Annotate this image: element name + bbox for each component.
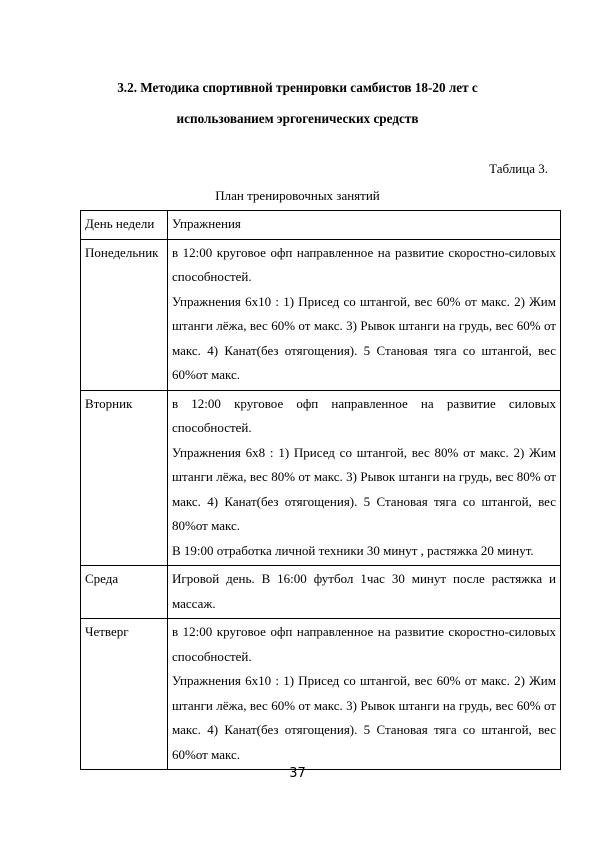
exercise-paragraph: в 12:00 круговое офп направленное на развитие силовых способностей. [172, 395, 556, 435]
row-day: Понедельник [81, 239, 168, 390]
table-row [81, 390, 561, 566]
exercise-paragraph: В 19:00 отработка личной техники 30 минут , растяжка 20 минут. [172, 542, 534, 558]
table-title: План тренировочных занятий [215, 188, 380, 203]
table-row [81, 566, 561, 619]
row-exercises [168, 390, 561, 566]
exercise-paragraph: Упражнения 6х10 : 1) Присед со штангой, вес 60% от макс. 2) Жим штанги лёжа, вес 60% от макс. 3) Рывок штанги на грудь, вес 60% от макс. 4) Канат(без отягощения). 5 Становая тяга со штангой, вес 60%от макс. [172, 293, 556, 382]
exercise-paragraph: в 12:00 круговое офп направленное на развитие скоростно-силовых способностей. [172, 624, 556, 664]
training-plan-table [80, 210, 561, 770]
exercise-paragraph: Упражнения 6х10 : 1) Присед со штангой, вес 60% от макс. 2) Жим штанги лёжа, вес 60% от макс. 3) Рывок штанги на грудь, вес 60% от макс. 4) Канат(без отягощения). 5 Становая тяга со штангой, вес 60%от макс. [172, 673, 556, 762]
exercise-paragraph: Упражнения 6х8 : 1) Присед со штангой, вес 80% от макс. 2) Жим штанги лёжа, вес 80% от макс. 3) Рывок штанги на грудь, вес 80% от макс. 4) Канат(без отягощения). 5 Становая тяга со штангой, вес 80%от макс. [172, 444, 556, 533]
table-header-row [81, 211, 561, 240]
row-day: Среда [81, 566, 168, 619]
table-caption: Таблица 3. [489, 161, 548, 176]
row-exercises [168, 566, 561, 619]
header-exercises: Упражнения [168, 211, 561, 240]
row-exercises [168, 619, 561, 770]
row-day: Вторник [81, 390, 168, 566]
page-number: 37 [289, 766, 306, 781]
row-exercises [168, 239, 561, 390]
exercise-paragraph: Игровой день. В 16:00 футбол 1час 30 минут после растяжка и массаж. [172, 571, 556, 611]
section-title-continued: использованием эргогенических средств [176, 111, 419, 126]
row-day: Четверг [81, 619, 168, 770]
section-title: 3.2. Методика спортивной тренировки самбистов 18-20 лет с [117, 80, 478, 95]
table-row [81, 619, 561, 770]
table-row [81, 239, 561, 390]
header-day: День недели [81, 211, 168, 240]
exercise-paragraph: в 12:00 круговое офп направленное на развитие скоростно-силовых способностей. [172, 244, 556, 284]
